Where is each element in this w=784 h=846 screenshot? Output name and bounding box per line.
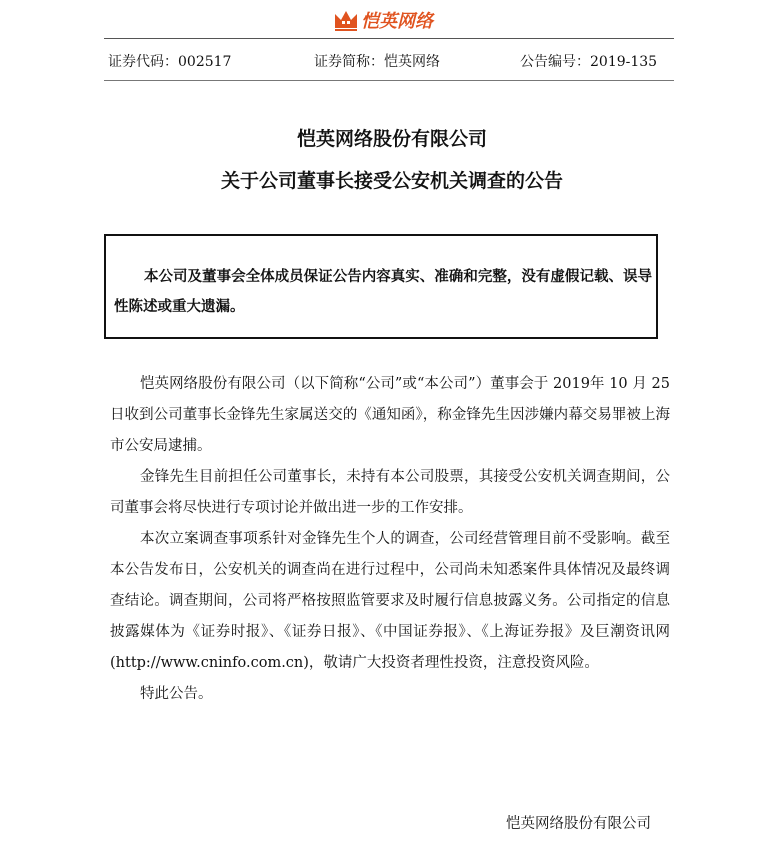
security-abbr-label: 证券简称：: [314, 54, 384, 70]
logo-text: 恺英网络: [361, 11, 433, 32]
announcement-title: 关于公司董事长接受公安机关调查的公告: [220, 170, 563, 192]
paragraph-arrest-notice: 恺英网络股份有限公司（以下简称“公司”或“本公司”）董事会于 2019年 10 月 25 日收到公司董事长金锋先生家属送交的《通知函》，称金锋先生因涉嫌内幕交易罪被上海市公安局逮捕。: [110, 376, 670, 454]
crown-logo-icon: [333, 8, 359, 32]
paragraph-chairman-status: 金锋先生目前担任公司董事长，未持有本公司股票，其接受公安机关调查期间，公司董事会将尽快进行专项讨论并做出进一步的工作安排。: [110, 469, 670, 516]
meta-divider: [104, 80, 674, 81]
guarantee-notice-box: [104, 234, 658, 339]
announcement-number-label: 公告编号：: [520, 54, 590, 70]
announcement-body: [110, 369, 670, 710]
security-abbr-value: 恺英网络: [384, 54, 440, 70]
company-logo: [333, 6, 433, 34]
paragraph-investigation-impact: 本次立案调查事项系针对金锋先生个人的调查，公司经营管理目前不受影响。截至本公告发布日，公安机关的调查尚在进行过程中，公司尚未知悉案件具体情况及最终调查结论。调查期间，公司将严格按照监管要求及时履行信息披露义务。公司指定的信息披露媒体为《证券时报》、《证券日报》、《中国证券报》、《上海证券报》及巨潮资讯网(http://www.cninfo.com.cn)，敬请广大投资者理性投资，注意投资风险。: [110, 531, 670, 671]
announcement-number: [520, 51, 657, 71]
guarantee-notice-text: 本公司及董事会全体成员保证公告内容真实、准确和完整，没有虚假记载、误导性陈述或重大遗漏。: [114, 269, 652, 315]
company-title: 恺英网络股份有限公司: [296, 128, 487, 150]
security-code: [108, 51, 231, 71]
security-code-label: 证券代码：: [108, 54, 178, 70]
header-divider: [104, 38, 674, 39]
paragraph-closing: 特此公告。: [140, 686, 213, 702]
announcement-number-value: 2019-135: [590, 54, 658, 70]
security-abbreviation: [314, 51, 440, 71]
signature-company: 恺英网络股份有限公司: [506, 816, 651, 832]
security-code-value: 002517: [178, 54, 232, 70]
